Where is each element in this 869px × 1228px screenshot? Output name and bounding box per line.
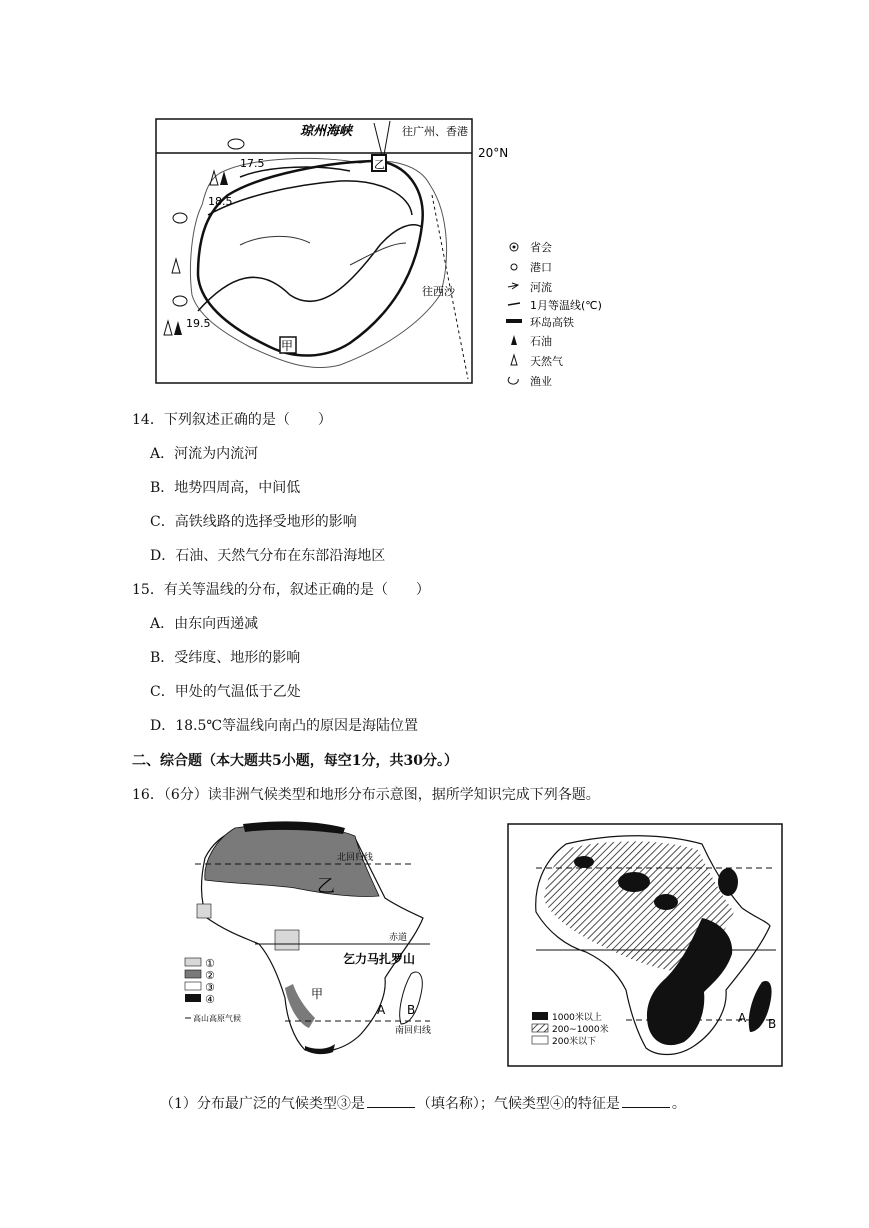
iso-17-5: 17.5 <box>240 157 265 170</box>
q16-sub1-part-b: （填名称）；气候类型④的特征是 <box>416 1096 620 1112</box>
legend-river-icon <box>508 283 518 289</box>
jia-label: 甲 <box>281 339 294 353</box>
label-a: A <box>377 1003 386 1017</box>
africa-climate-map <box>175 818 440 1060</box>
legend-gas-label: 天然气 <box>530 355 563 368</box>
legend-label-low: 200米以下 <box>552 1037 597 1047</box>
legend-gas-icon <box>511 355 517 365</box>
legend-label-1: ① <box>205 957 215 970</box>
q16-sub1-part-a: （1）分布最广泛的气候类型③是 <box>160 1096 365 1112</box>
legend-oil-icon <box>511 335 517 345</box>
iso-19-5: 19.5 <box>186 317 211 330</box>
q15-option-b[interactable]: B．受纬度、地形的影响 <box>150 650 301 666</box>
q16-sub1-part-c: 。 <box>671 1096 686 1112</box>
legend-swatch-3 <box>185 982 201 990</box>
label-a: A <box>738 1011 747 1025</box>
q14-stem: 14．下列叙述正确的是（ ） <box>132 412 332 428</box>
q14-option-a[interactable]: A．河流为内流河 <box>150 446 259 462</box>
legend-isotherm-label: 1月等温线(℃) <box>530 299 602 312</box>
lat-label: 20°N <box>478 146 509 160</box>
legend-label-3: ③ <box>205 981 215 994</box>
legend-label-high: 1000米以上 <box>552 1013 602 1023</box>
xisha-label: 往西沙 <box>422 285 455 298</box>
legend-isotherm-icon <box>508 303 520 305</box>
q15-option-d[interactable]: D．18.5℃等温线向南凸的原因是海陆位置 <box>150 718 419 734</box>
route-label: 往广州、香港 <box>402 125 468 138</box>
legend-railway-label: 环岛高铁 <box>530 316 574 329</box>
legend-port-icon <box>511 264 517 270</box>
legend-swatch-2 <box>185 970 201 978</box>
iso-18-5: 18.5 <box>208 195 233 208</box>
legend-label-4: ④ <box>205 993 215 1006</box>
legend-label-mid: 200~1000米 <box>552 1025 609 1035</box>
legend-highland: 高山高原气候 <box>193 1014 241 1023</box>
q15-option-a[interactable]: A．由东向西递减 <box>150 616 259 632</box>
yi-label: 乙 <box>374 158 385 171</box>
tropic-s-label: 南回归线 <box>395 1026 432 1036</box>
section-2-heading: 二、综合题（本大题共5小题，每空1分，共30分。） <box>132 753 458 769</box>
q14-option-b[interactable]: B．地势四周高，中间低 <box>150 480 301 496</box>
kilimanjaro-label: 乞力马扎罗山 <box>343 952 416 966</box>
strait-label: 琼州海峡 <box>300 124 353 139</box>
africa-terrain-map <box>506 822 786 1070</box>
equator-label: 赤道 <box>389 933 408 943</box>
hainan-map <box>150 115 602 393</box>
legend-port-label: 港口 <box>530 261 552 274</box>
legend-capital-label: 省会 <box>530 241 552 254</box>
q15-stem: 15．有关等温线的分布，叙述正确的是（ ） <box>132 582 430 598</box>
yi-label: 乙 <box>317 876 335 897</box>
legend-fishery-icon <box>508 377 518 384</box>
q14-option-c[interactable]: C．高铁线路的选择受地形的影响 <box>150 514 357 530</box>
legend-river-label: 河流 <box>530 281 552 294</box>
tropic-n-label: 北回归线 <box>337 853 374 863</box>
q15-option-c[interactable]: C．甲处的气温低于乙处 <box>150 684 301 700</box>
answer-blank-1[interactable] <box>367 1095 415 1108</box>
answer-blank-2[interactable] <box>622 1095 670 1108</box>
legend-swatch-high <box>532 1012 548 1020</box>
legend-capital-icon <box>510 243 518 251</box>
legend-oil-label: 石油 <box>530 335 552 348</box>
legend-railway-icon <box>506 319 522 323</box>
label-b: B <box>768 1017 777 1031</box>
legend-swatch-1 <box>185 958 201 966</box>
q14-option-d[interactable]: D．石油、天然气分布在东部沿海地区 <box>150 548 386 564</box>
jia-label: 甲 <box>311 987 324 1001</box>
q16-sub1 <box>160 1093 686 1113</box>
legend-swatch-mid <box>532 1024 548 1032</box>
legend-label-2: ② <box>205 969 215 982</box>
legend-swatch-low <box>532 1036 548 1044</box>
label-b: B <box>407 1003 416 1017</box>
legend-swatch-4 <box>185 994 201 1002</box>
legend-fishery-label: 渔业 <box>530 375 552 388</box>
q16-stem: 16．（6分）读非洲气候类型和地形分布示意图，据所学知识完成下列各题。 <box>132 787 600 803</box>
